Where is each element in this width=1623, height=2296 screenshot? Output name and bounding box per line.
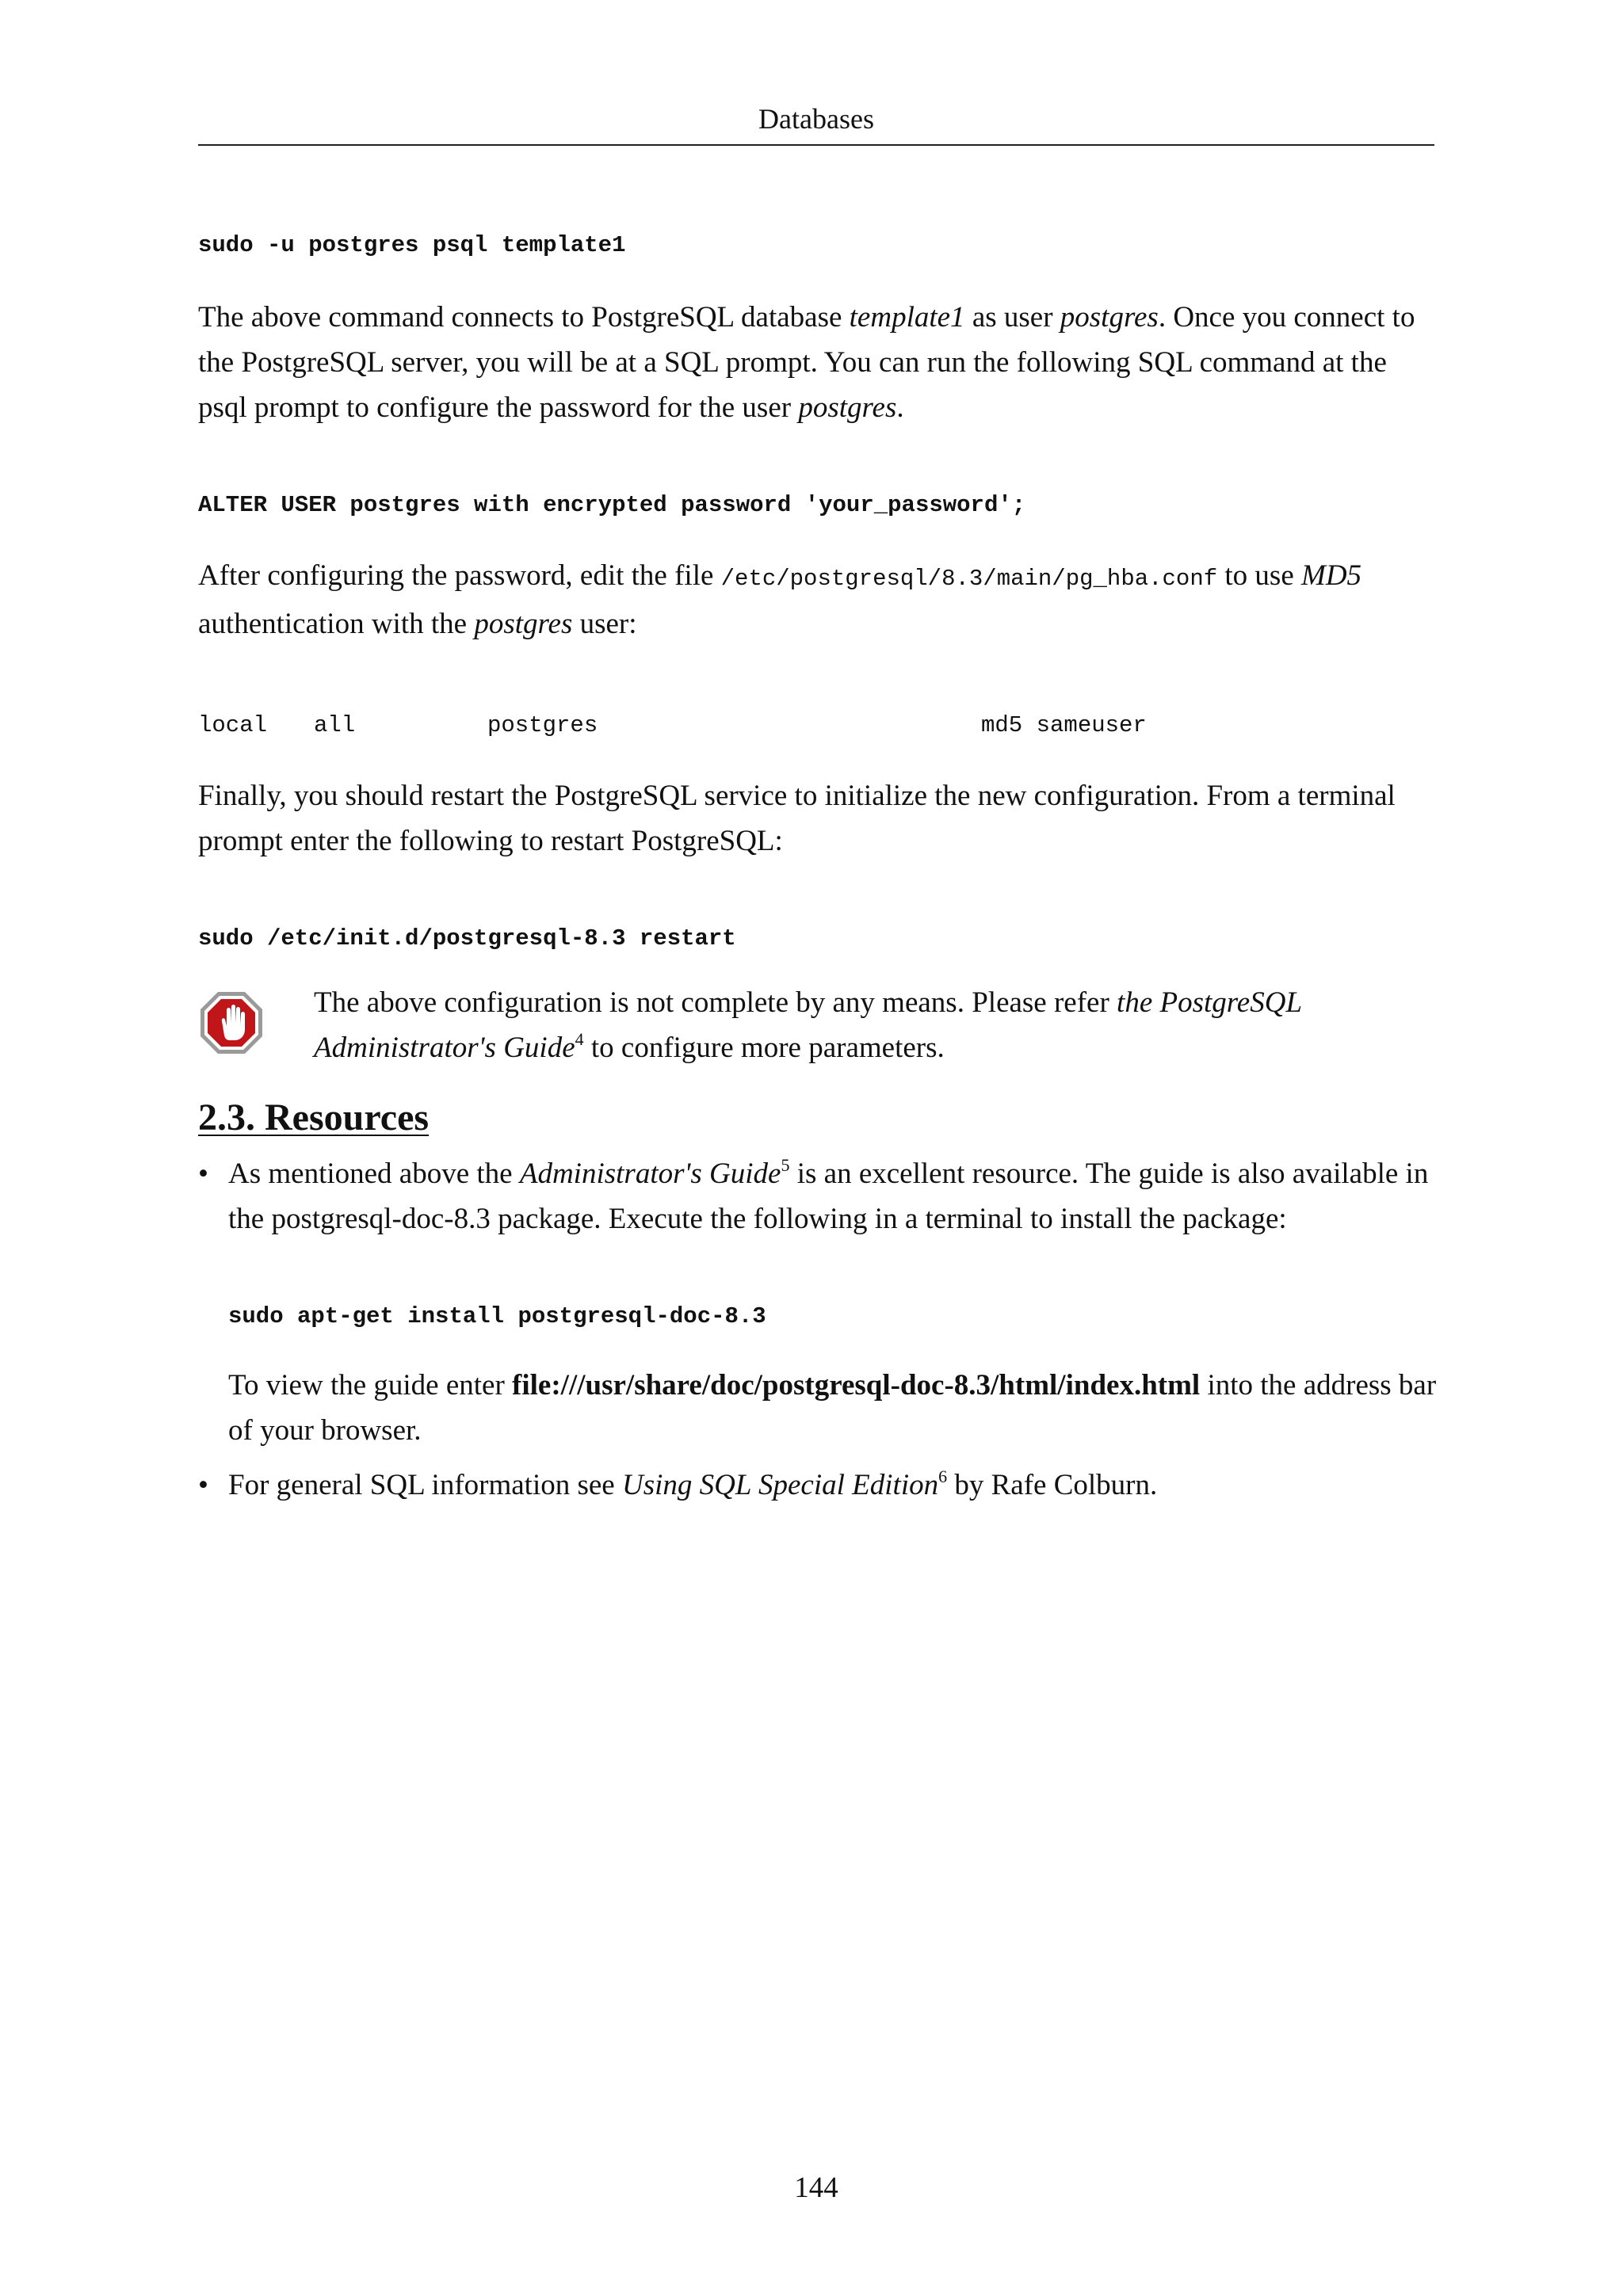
paragraph-edit-file: [198, 553, 1438, 646]
text: The above configuration is not complete by any means. Please refer: [314, 986, 1117, 1019]
list-item: [198, 1463, 1438, 1508]
user-name: postgres: [798, 391, 897, 424]
text: After configuring the password, edit the file: [198, 559, 721, 592]
hba-type: local: [198, 712, 268, 738]
text: .: [896, 391, 904, 424]
paragraph-connect: [198, 295, 1438, 430]
footnote-ref: 6: [938, 1466, 948, 1486]
text: user:: [572, 608, 637, 640]
running-header: Databases: [758, 103, 874, 135]
code-psql-command: sudo -u postgres psql template1: [198, 232, 626, 258]
warning-note: [198, 980, 1438, 1070]
paragraph-restart: Finally, you should restart the PostgreSQL service to initialize the new configuration. From a terminal prompt enter the following to restart PostgreSQL:: [198, 780, 1396, 857]
resources-list: [198, 1151, 1438, 1508]
file-path: /etc/postgresql/8.3/main/pg_hba.conf: [720, 566, 1218, 592]
text: authentication with the: [198, 608, 475, 640]
user-name: postgres: [474, 608, 573, 640]
note-text: [314, 980, 1438, 1070]
bullet: •: [198, 1158, 208, 1190]
doc-path: file:///usr/share/doc/postgresql-doc-8.3/html/index.html: [512, 1369, 1201, 1402]
text: by Rafe Colburn.: [947, 1469, 1158, 1501]
code-apt-install: sudo apt-get install postgresql-doc-8.3: [228, 1303, 766, 1329]
text: For general SQL information see: [228, 1469, 622, 1501]
text: to use: [1217, 559, 1302, 592]
bullet-text: [228, 1463, 1438, 1508]
text: The above command connects to PostgreSQL database: [198, 301, 850, 334]
hba-user: postgres: [487, 712, 598, 738]
text: To view the guide enter: [228, 1369, 513, 1402]
guide-link[interactable]: the PostgreSQL Administrator's Guide: [314, 986, 1302, 1064]
bullet-text: [228, 1151, 1438, 1241]
page-number: 144: [794, 2172, 838, 2204]
text: As mentioned above the: [228, 1158, 520, 1190]
guide-link[interactable]: Administrator's Guide: [519, 1158, 781, 1190]
auth-method: MD5: [1301, 559, 1362, 592]
db-name: template1: [849, 301, 965, 334]
book-link[interactable]: Using SQL Special Edition: [621, 1469, 939, 1501]
bullet-text: [228, 1363, 1438, 1453]
code-restart-command: sudo /etc/init.d/postgresql-8.3 restart: [198, 925, 736, 952]
bullet: •: [198, 1469, 208, 1501]
user-name: postgres: [1060, 301, 1159, 334]
text: is an excellent resource. The guide is also available in the postgresql-doc-8.3 package. Execute the following in a terminal to install the package:: [228, 1158, 1429, 1235]
stop-hand-icon: [198, 990, 265, 1056]
hba-database: all: [314, 712, 356, 738]
text: into the address bar of your browser.: [228, 1369, 1437, 1447]
text: to configure more parameters.: [583, 1032, 945, 1064]
footnote-ref: 5: [781, 1154, 790, 1175]
text: . Once you connect to the PostgreSQL server, you will be at a SQL prompt. You can run the following SQL command at the psql prompt to configure the password for the user: [198, 301, 1415, 424]
page-content: [198, 230, 1438, 1508]
header-rule: [198, 144, 1434, 146]
code-alter-user: ALTER USER postgres with encrypted password 'your_password';: [198, 492, 1026, 518]
footnote-ref: 4: [575, 1028, 584, 1049]
list-item: [198, 1151, 1438, 1453]
code-pg-hba-line: [198, 710, 1438, 742]
section-title: 2.3. Resources: [198, 1097, 430, 1138]
text: as user: [964, 301, 1060, 334]
hba-method: md5 sameuser: [981, 712, 1147, 738]
